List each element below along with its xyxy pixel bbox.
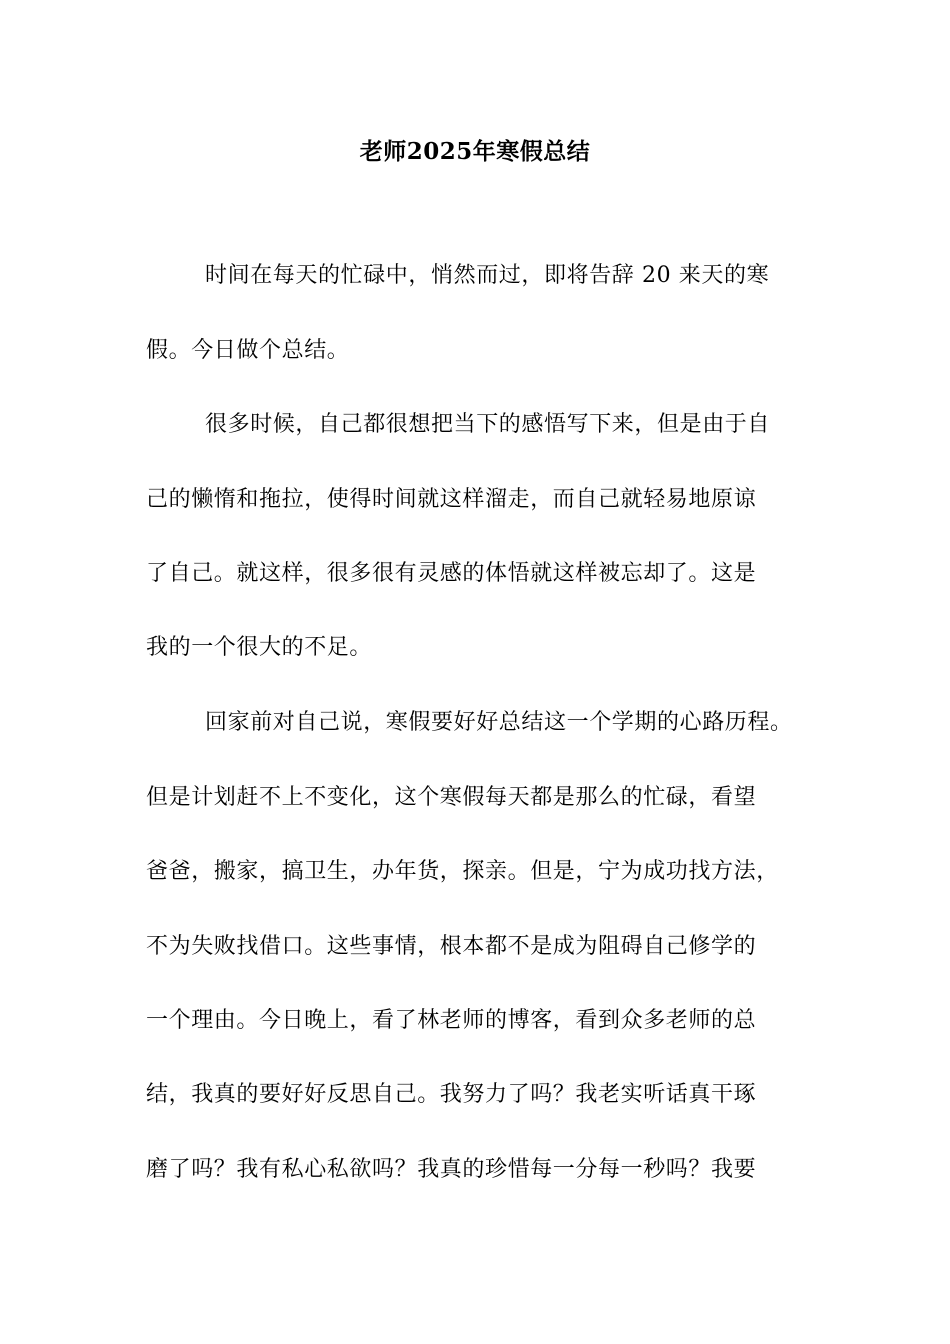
paragraph-2-line-4: 我的一个很大的不足。	[146, 635, 373, 660]
paragraph-3-line-1: 回家前对自己说，寒假要好好总结这一个学期的心路历程。	[205, 710, 793, 735]
paragraph-3-line-5: 一个理由。今日晚上，看了林老师的博客，看到众多老师的总	[146, 1008, 757, 1033]
paragraph-1-line-2: 假。今日做个总结。	[146, 338, 350, 363]
paragraph-3-line-3: 爸爸，搬家，搞卫生，办年货，探亲。但是，宁为成功找方法，	[146, 859, 779, 884]
paragraph-1-line-1: 时间在每天的忙碌中，悄然而过，即将告辞 20 来天的寒	[205, 263, 770, 288]
paragraph-3-line-6: 结，我真的要好好反思自己。我努力了吗？我老实听话真干琢	[146, 1082, 757, 1107]
paragraph-3-line-2: 但是计划赶不上不变化，这个寒假每天都是那么的忙碌，看望	[146, 785, 757, 810]
document-title: 老师2025年寒假总结	[359, 138, 591, 165]
paragraph-3-line-7: 磨了吗？我有私心私欲吗？我真的珍惜每一分每一秒吗？我要	[146, 1157, 757, 1182]
paragraph-2-line-3: 了自己。就这样，很多很有灵感的体悟就这样被忘却了。这是	[146, 561, 757, 586]
paragraph-2-line-1: 很多时候，自己都很想把当下的感悟写下来，但是由于自	[205, 412, 771, 437]
paragraph-2-line-2: 己的懒惰和拖拉，使得时间就这样溜走，而自己就轻易地原谅	[146, 487, 757, 512]
paragraph-3-line-4: 不为失败找借口。这些事情，根本都不是成为阻碍自己修学的	[146, 934, 757, 959]
